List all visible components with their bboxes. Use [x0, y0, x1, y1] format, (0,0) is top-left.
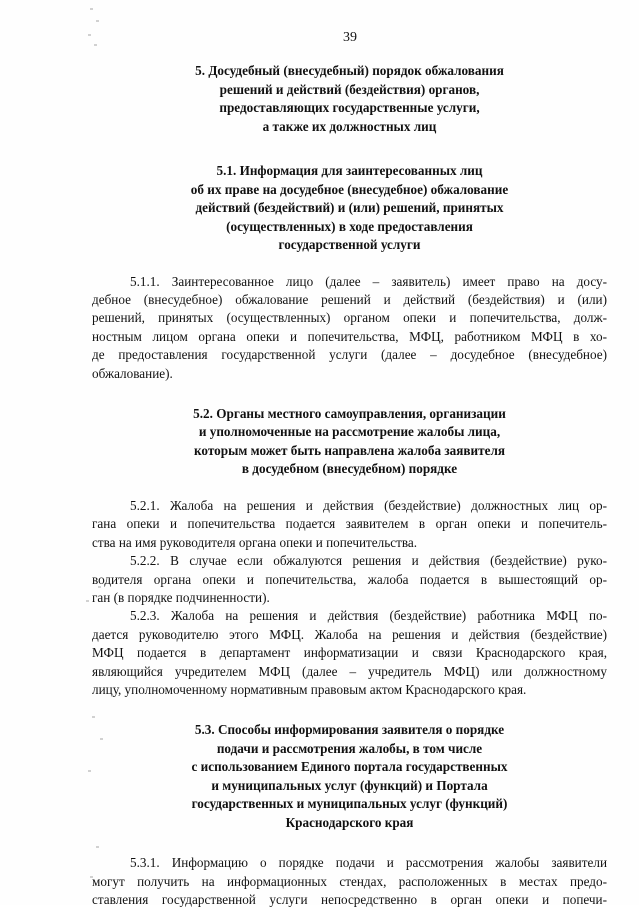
document-body: [92, 62, 607, 910]
section-5-2-heading: [92, 405, 607, 479]
paragraph-line: лицу, уполномоченному нормативным правовым актом Краснодарского края.: [92, 682, 527, 697]
heading-line: (осуществленных) в ходе предоставления: [226, 218, 473, 234]
paragraph-line: решений, принятых (осуществленных) органом опеки и попечительства, долж-: [92, 310, 607, 326]
paragraph-line: 5.2.2. В случае если обжалуются решения и действия (бездействие) руко-: [130, 553, 607, 569]
section-5-1-heading: [92, 162, 607, 255]
paragraph-line: гана опеки и попечительства подается заявителем в орган опеки и попечитель-: [92, 516, 607, 532]
heading-line: и муниципальных услуг (функций) и Портала: [211, 777, 488, 793]
heading-line: государственной услуги: [278, 237, 421, 252]
paragraph-line: 5.3.1. Информацию о порядке подачи и рассмотрения жалобы заявители: [130, 855, 607, 871]
heading-line: 5. Досудебный (внесудебный) порядок обжалования: [195, 63, 504, 78]
heading-line: об их праве на досудебное (внесудебное) обжалование: [190, 181, 509, 197]
paragraph-line: 5.2.1. Жалоба на решения и действия (бездействие) должностных лиц ор-: [130, 497, 607, 513]
paragraph-line: обжалование).: [92, 365, 173, 381]
heading-line: 5.1. Информация для заинтересованных лиц: [216, 163, 483, 178]
heading-line: и уполномоченные на рассмотрение жалобы лица,: [198, 424, 501, 440]
paragraph-line: де предоставления государственной услуги (далее – досудебное (внесудебное): [92, 347, 607, 363]
paragraph-line: ставления государственной услуги непосредственно в орган опеки и попечи-: [92, 892, 607, 908]
heading-line: в досудебном (внесудебном) порядке: [241, 461, 458, 477]
paragraph-line: дебное (внесудебное) обжалование решений и действий (бездействия) и (или): [92, 291, 607, 307]
paragraph-line: ган (в порядке подчиненности).: [92, 589, 270, 605]
paragraph-line: могут получить на информационных стендах, расположенных в местах предо-: [92, 873, 607, 889]
paragraph-line: 5.2.3. Жалоба на решения и действия (бездействие) работника МФЦ по-: [130, 608, 607, 624]
paragraph-line: МФЦ подается в департамент информатизации и связи Краснодарского края,: [92, 645, 607, 661]
heading-line: государственных и муниципальных услуг (функций): [191, 796, 508, 812]
heading-line: Краснодарского края: [285, 814, 414, 830]
paragraph-line: водителя органа опеки и попечительства, жалоба подается в вышестоящий ор-: [92, 571, 607, 587]
section-5-3-heading: [92, 721, 607, 832]
section-5-heading: [92, 62, 607, 136]
heading-line: подачи и рассмотрения жалобы, в том числе: [216, 740, 483, 756]
paragraph-line: 5.1.1. Заинтересованное лицо (далее – заявитель) имеет право на досу-: [130, 273, 607, 289]
paragraph-5-3-1: [92, 854, 607, 909]
heading-line: решений и действий (бездействия) органов,: [219, 81, 480, 97]
paragraph-5-1-1: [92, 273, 607, 383]
heading-line: 5.2. Органы местного самоуправления, организации: [193, 405, 506, 421]
paragraph-line: дается руководителю этого МФЦ. Жалоба на решения и действия (бездействие): [92, 626, 607, 642]
paragraph-line: являющийся учредителем МФЦ (далее – учредитель МФЦ) или должностному: [92, 663, 607, 679]
heading-line: которым может быть направлена жалоба заявителя: [194, 442, 505, 458]
paragraph-line: ства на имя руководителя органа опеки и попечительства.: [92, 534, 418, 550]
heading-line: а также их должностных лиц: [262, 118, 437, 134]
paragraph-5-2-2: [92, 552, 607, 607]
paragraph-line: ностным лицом органа опеки и попечительства, МФЦ, работником МФЦ в хо-: [92, 328, 607, 344]
heading-line: действий (бездействий) и (или) решений, принятых: [195, 200, 504, 215]
heading-line: предоставляющих государственные услуги,: [219, 100, 480, 115]
heading-line: 5.3. Способы информирования заявителя о порядке: [194, 722, 505, 738]
heading-line: с использованием Единого портала государственных: [191, 759, 508, 775]
paragraph-5-2-1: [92, 497, 607, 552]
page-number: 39: [343, 30, 357, 45]
paragraph-5-2-3: [92, 607, 607, 699]
